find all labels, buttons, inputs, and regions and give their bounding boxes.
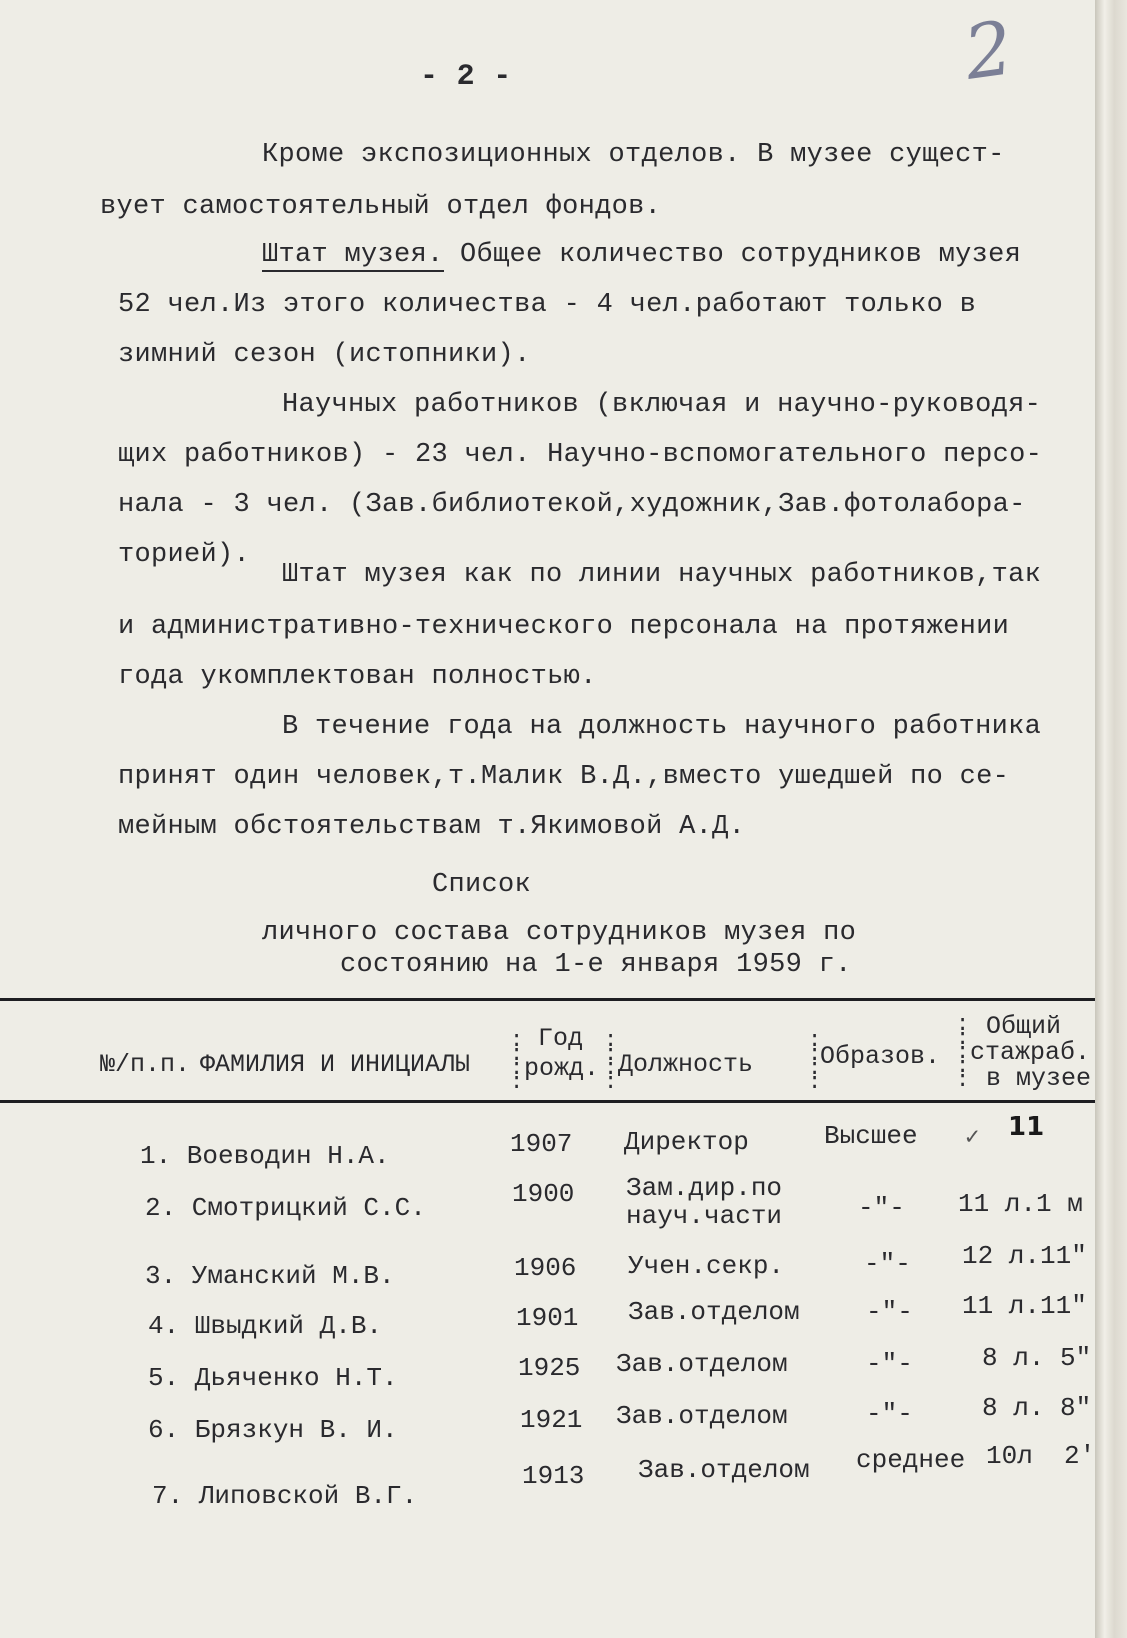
checkmark-annotation: ✓ xyxy=(965,1125,980,1152)
header-year-2: рожд. xyxy=(524,1054,600,1083)
table-header-rule xyxy=(0,1100,1095,1103)
table-cell-position: Зав.отделом xyxy=(628,1297,800,1327)
header-experience-3: в музее xyxy=(986,1064,1092,1093)
table-cell-position: Директор xyxy=(624,1127,749,1157)
paragraph-line: и административно-технического персонала на протяжении xyxy=(118,612,1010,642)
table-cell-year: 1921 xyxy=(520,1405,583,1435)
paragraph-line: Кроме экспозиционных отделов. В музее сущест- xyxy=(262,140,1005,170)
header-year-1: Год xyxy=(538,1024,584,1053)
paragraph-line: вует самостоятельный отдел фондов. xyxy=(100,192,662,222)
table-cell-year: 1906 xyxy=(514,1253,577,1283)
margin-page-note: 2 xyxy=(959,5,1018,97)
paragraph-line xyxy=(262,240,1021,270)
table-cell-education: среднее xyxy=(856,1445,966,1475)
header-num: №/п.п. xyxy=(100,1050,191,1079)
table-cell-position: Зам.дир.по науч.части xyxy=(626,1173,783,1231)
annotated-value: 11 xyxy=(1008,1112,1045,1142)
paragraph-line: торией). xyxy=(118,540,251,570)
paragraph-line: принят один человек,т.Малик В.Д.,вместо ушедшей по се- xyxy=(118,762,1010,792)
table-cell-year: 1907 xyxy=(510,1129,573,1159)
table-cell-education: Высшее xyxy=(824,1121,918,1151)
table-cell-name: 7. Липовской В.Г. xyxy=(152,1481,418,1511)
table-cell-name: 3. Уманский М.В. xyxy=(145,1261,395,1291)
table-cell-year: 1913 xyxy=(522,1461,585,1491)
table-cell-name: 4. Швыдкий Д.В. xyxy=(148,1311,383,1341)
table-cell-experience: 12 л.11" xyxy=(962,1241,1087,1271)
table-cell-position: Учен.секр. xyxy=(628,1251,785,1281)
paragraph-line: Научных работников (включая и научно-руководя- xyxy=(282,390,1042,420)
column-separator: : : : : xyxy=(510,1028,524,1095)
table-cell-education: -"- xyxy=(866,1349,913,1379)
list-subtitle: состоянию на 1-е января 1959 г. xyxy=(340,950,852,980)
paragraph-line: зимний сезон (истопники). xyxy=(118,340,531,370)
table-cell-education: -"- xyxy=(858,1193,905,1223)
column-separator: : : : : : xyxy=(956,1012,970,1093)
table-cell-name: 6. Брязкун В. И. xyxy=(148,1415,398,1445)
table-cell-education: -"- xyxy=(864,1249,911,1279)
paragraph-line: 52 чел.Из этого количества - 4 чел.работают только в xyxy=(118,290,977,320)
table-cell-position: Зав.отделом xyxy=(616,1401,788,1431)
list-subtitle: личного состава сотрудников музея по xyxy=(262,918,857,948)
list-title: Список xyxy=(432,870,532,900)
column-separator: : : : : xyxy=(604,1028,618,1095)
header-name: ФАМИЛИЯ И ИНИЦИАЛЫ xyxy=(200,1050,471,1079)
header-experience-1: Общий xyxy=(986,1012,1062,1041)
table-cell-experience: 8 л. 8" xyxy=(982,1393,1092,1423)
page-number: - 2 - xyxy=(420,60,512,94)
table-cell-position: Зав.отделом xyxy=(638,1455,810,1485)
paragraph-line: года укомплектован полностью. xyxy=(118,662,597,692)
paragraph-line: Штат музея как по линии научных работников,так xyxy=(282,560,1042,590)
section-heading-staff: Штат музея. xyxy=(262,240,444,270)
table-cell-education: -"- xyxy=(866,1399,913,1429)
table-cell-name: 5. Дьяченко Н.Т. xyxy=(148,1363,398,1393)
table-cell-education: -"- xyxy=(866,1297,913,1327)
table-cell-year: 1900 xyxy=(512,1179,575,1209)
table-cell-experience: 8 л. 5" xyxy=(982,1343,1092,1373)
table-cell-name: 1. Воеводин Н.А. xyxy=(140,1141,390,1171)
paragraph-line: нала - 3 чел. (Зав.библиотекой,художник,Зав.фотолабора- xyxy=(118,490,1026,520)
table-cell-year: 1901 xyxy=(516,1303,579,1333)
paragraph-text: Общее количество сотрудников музея xyxy=(443,240,1022,270)
table-cell-name: 2. Смотрицкий С.С. xyxy=(145,1193,426,1223)
table-cell-experience: 11 л.11" xyxy=(962,1291,1087,1321)
table-cell-position: Зав.отделом xyxy=(616,1349,788,1379)
paragraph-line: мейным обстоятельствам т.Якимовой А.Д. xyxy=(118,812,746,842)
table-cell-experience: 10л 2' xyxy=(986,1441,1096,1471)
header-education: Образов. xyxy=(820,1042,941,1071)
paragraph-line: щих работников) - 23 чел. Научно-вспомогательного персо- xyxy=(118,440,1043,470)
table-cell-experience: 11 л.1 м xyxy=(958,1189,1083,1219)
column-separator: : : : : xyxy=(808,1028,822,1095)
header-position: Должность xyxy=(618,1050,754,1079)
table-top-rule xyxy=(0,998,1095,1001)
page-edge xyxy=(1095,0,1127,1638)
header-experience-2: стажраб. xyxy=(970,1038,1091,1067)
table-cell-year: 1925 xyxy=(518,1353,581,1383)
paragraph-line: В течение года на должность научного работника xyxy=(282,712,1042,742)
